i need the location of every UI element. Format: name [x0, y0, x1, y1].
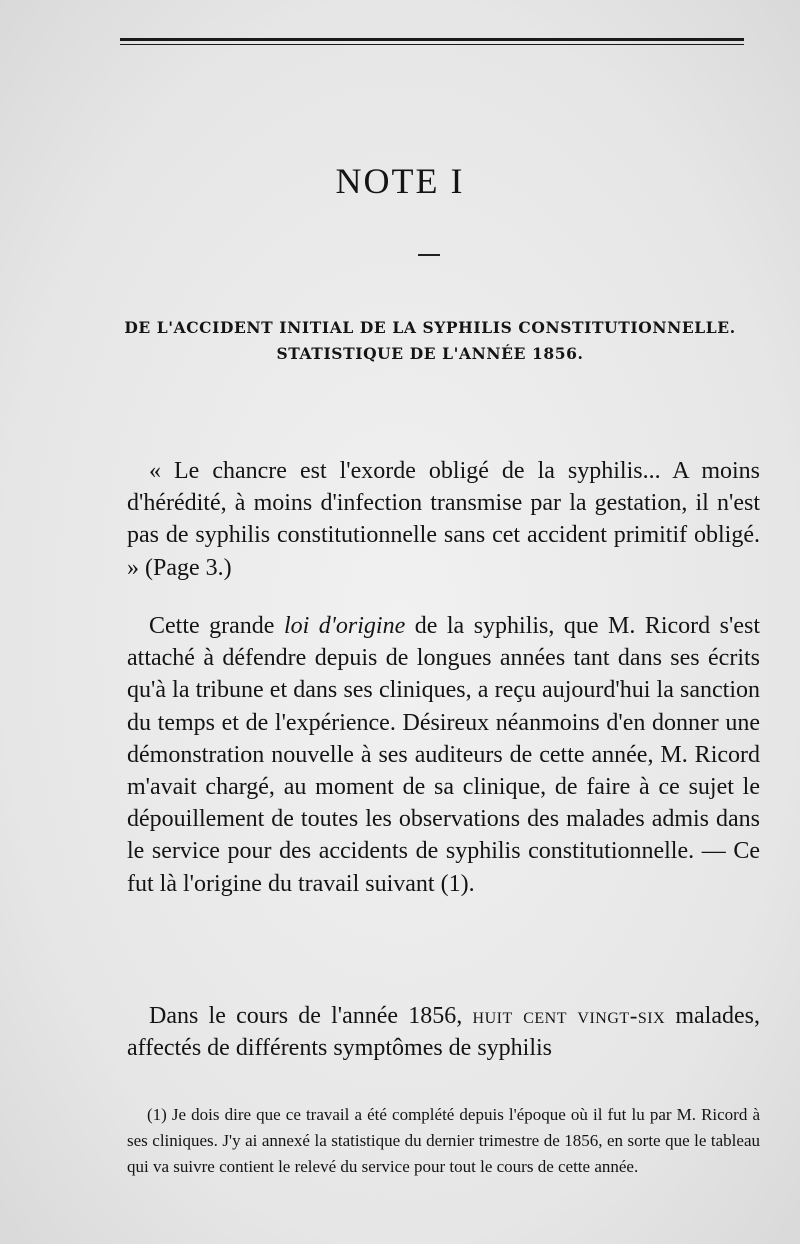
title-separator	[418, 254, 440, 256]
paragraph-text-before: Dans le cours de l'année 1856,	[149, 1003, 473, 1029]
note-title: NOTE I	[335, 161, 465, 201]
section-heading-line1: DE L'ACCIDENT INITIAL DE LA SYPHILIS CONSTITUTIONNELLE.	[124, 318, 736, 337]
paragraph-text-after: de la syphilis, que M. Ricord s'est attaché à défendre depuis de longues années tant dans ses écrits qu'à la tribune et dans ses cliniques, a reçu aujourd'hui la sanction du temps et de l'expérience. Désireux néanmoins d'en donner une démonstration nouvelle à ses auditeurs de cette année, M. Ricord m'avait chargé, au moment de sa clinique, de faire à ce sujet le dépouillement de toutes les observations des malades admis dans le service pour des accidents de syphilis constitutionnelle. — Ce fut là l'origine du travail suivant (1).	[127, 613, 760, 897]
paragraph-annee-1856	[127, 1000, 760, 1064]
top-rule	[120, 38, 744, 41]
paragraph-loi-origine	[127, 610, 760, 900]
paragraph-text-before: Cette grande	[149, 613, 284, 639]
paragraph-italic: loi d'origine	[283, 613, 406, 639]
section-heading-line2: STATISTIQUE DE L'ANNÉE 1856.	[276, 344, 584, 363]
paragraph-smallcaps: huit cent vingt-six	[472, 1003, 666, 1028]
paragraph-quote: « Le chancre est l'exorde obligé de la syphilis... A moins d'hérédité, à moins d'infection transmise par la gestation, il n'est pas de syphilis constitutionnelle sans cet accident primitif obligé. » (Page 3.)	[127, 458, 760, 581]
footnote: (1) Je dois dire que ce travail a été complété depuis l'époque où il fut lu par M. Ricord à ses cliniques. J'y ai annexé la statistique du dernier trimestre de 1856, en sorte que le tableau qui va suivre contient le relevé du service pour tout le cours de cette année.	[127, 1105, 760, 1176]
top-rule-thin	[120, 44, 744, 45]
paragraph-text-after: malades, affectés de différents symptômes de syphilis	[127, 1003, 760, 1062]
